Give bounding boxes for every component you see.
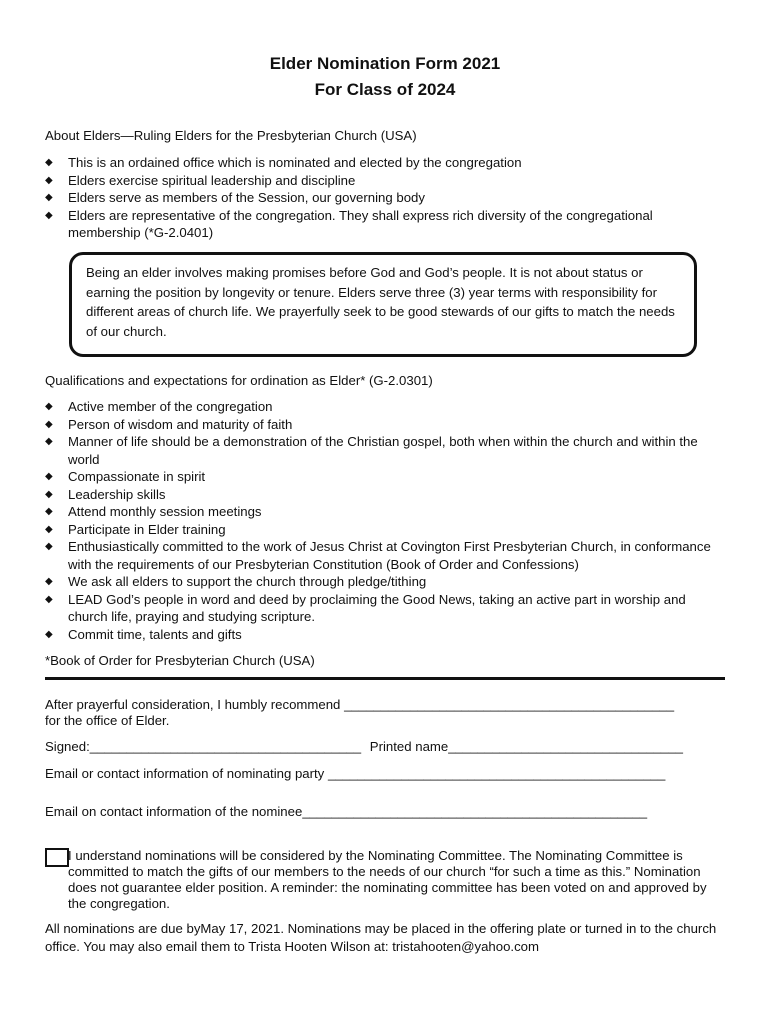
diamond-bullet-icon: ◆ [45, 418, 53, 430]
nominator-contact-row [45, 765, 665, 782]
list-item: ◆ Attend monthly session meetings [45, 504, 262, 519]
recommend-label: After prayerful consideration, I humbly recommend [45, 697, 341, 712]
diamond-bullet-icon: ◆ [45, 401, 53, 412]
diamond-bullet-icon: ◆ [45, 593, 53, 605]
list-item: ◆ Active member of the congregation [45, 399, 273, 414]
callout-box [69, 252, 697, 357]
recommend-row [45, 696, 674, 713]
list-item: ◆ LEAD God’s people in word and deed by proclaiming the Good News, taking an active part in worship and church life, praying and studying scripture. [45, 591, 686, 624]
list-item: ◆ Elders exercise spiritual leadership and discipline [45, 172, 356, 188]
nominee-contact-label: Email on contact information of the nominee [45, 804, 303, 819]
form-title: Elder Nomination Form 2021 [269, 54, 501, 73]
diamond-bullet-icon: ◆ [45, 628, 53, 640]
list-item: ◆ Participate in Elder training [45, 521, 226, 537]
list-item: ◆ Commit time, talents and gifts [45, 626, 242, 642]
diamond-bullet-icon: ◆ [45, 576, 53, 587]
diamond-bullet-icon: ◆ [45, 157, 53, 168]
about-list [45, 154, 725, 242]
signed-label: Signed: [45, 739, 90, 754]
about-heading: About Elders—Ruling Elders for the Presbyterian Church (USA) [45, 128, 417, 143]
footer-note: All nominations are due byMay 17, 2021. Nominations may be placed in the offering plate or turned in to the church office. You may also email them to Trista Hooten Wilson at: tristahooten@yahoo.com [45, 921, 717, 954]
diamond-bullet-icon: ◆ [45, 192, 53, 203]
nominee-contact-field[interactable]: _______________________________________________ [302, 804, 648, 819]
list-item: ◆ Leadership skills [45, 486, 166, 502]
footnote: *Book of Order for Presbyterian Church (USA) [45, 653, 315, 668]
consent-checkbox[interactable] [45, 848, 69, 867]
diamond-bullet-icon: ◆ [45, 506, 53, 517]
qualifications-list [45, 398, 725, 643]
diamond-bullet-icon: ◆ [45, 523, 53, 535]
list-item: ◆ This is an ordained office which is nominated and elected by the congregation [45, 155, 522, 170]
section-divider [45, 677, 725, 680]
nominee-contact-row [45, 803, 647, 820]
diamond-bullet-icon: ◆ [45, 174, 53, 186]
callout-text: Being an elder involves making promises before God and God’s people. It is not about status or earning the position by longevity or tenure. Elders serve three (3) year terms with responsibility for different areas of church life. We prayerfully seek to be good stewards of our gifts to match the needs of our church. [86, 265, 675, 339]
list-item: ◆ Manner of life should be a demonstration of the Christian gospel, both when within the church and within the world [45, 434, 698, 467]
signature-row [45, 738, 683, 755]
nominator-contact-field[interactable]: ______________________________________________ [327, 766, 666, 781]
form-subtitle: For Class of 2024 [314, 80, 456, 99]
signature-field[interactable]: _____________________________________ [89, 739, 362, 754]
diamond-bullet-icon: ◆ [45, 209, 53, 221]
list-item: ◆ We ask all elders to support the church through pledge/tithing [45, 574, 427, 589]
diamond-bullet-icon: ◆ [45, 488, 53, 500]
list-item: ◆ Enthusiastically committed to the work of Jesus Christ at Covington First Presbyterian Church, in conformance with the requirements of our Presbyterian Constitution (Book of Order and Confessions) [45, 539, 711, 572]
nominee-name-field[interactable]: _____________________________________________ [344, 697, 675, 712]
diamond-bullet-icon: ◆ [45, 471, 53, 482]
diamond-bullet-icon: ◆ [45, 541, 53, 552]
consent-text: I understand nominations will be considered by the Nominating Committee. The Nominating Committee is committed to match the gifts of our members to the needs of our church “for such a time as this.” Nomination does not guarantee elder position. A reminder: the nominating committee has been voted on and approved by the congregation. [68, 848, 707, 911]
nominator-contact-label: Email or contact information of nominating party [45, 766, 325, 781]
qualifications-heading: Qualifications and expectations for ordination as Elder* (G-2.0301) [45, 373, 433, 388]
list-item: ◆ Compassionate in spirit [45, 469, 206, 484]
list-item: ◆ Elders serve as members of the Session, our governing body [45, 190, 425, 205]
diamond-bullet-icon: ◆ [45, 436, 53, 447]
list-item: ◆ Elders are representative of the congregation. They shall express rich diversity of the congregational membership (*G-2.0401) [45, 207, 653, 240]
printed-name-field[interactable]: ________________________________ [448, 739, 683, 754]
list-item: ◆ Person of wisdom and maturity of faith [45, 416, 293, 432]
printed-name-label: Printed name [369, 739, 449, 754]
recommend-suffix: for the office of Elder. [45, 713, 170, 728]
